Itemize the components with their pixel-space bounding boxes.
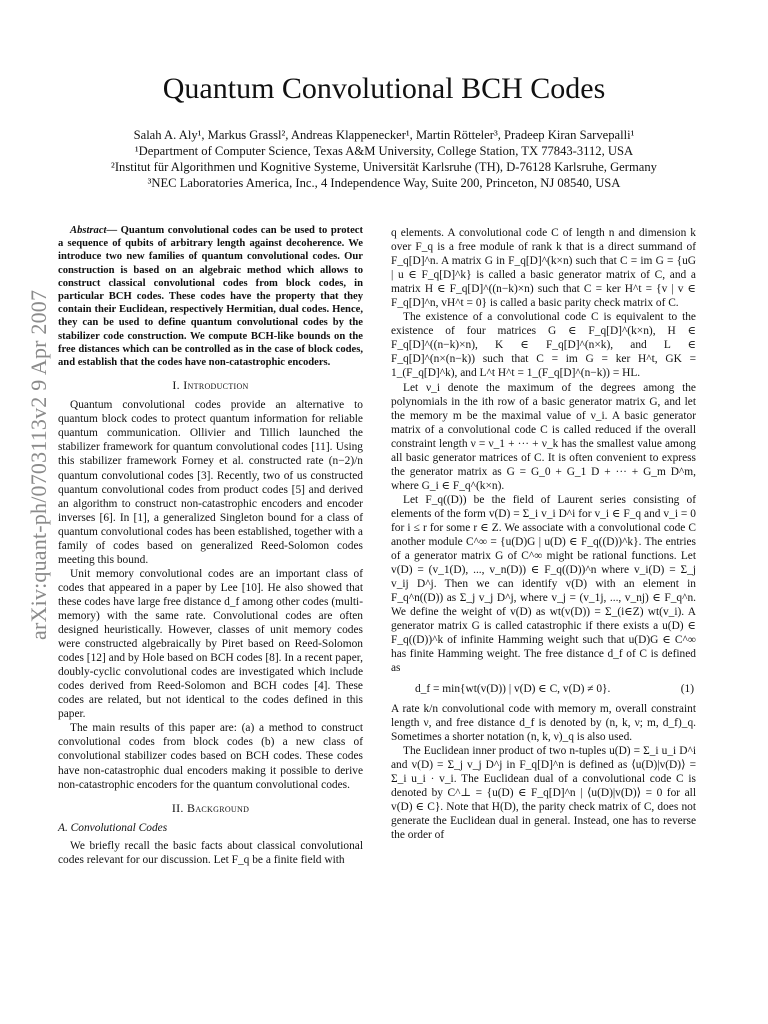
background-paragraph-6: A rate k/n convolutional code with memory m, overall constraint length ν, and free distance d_f is denoted by (n, k, ν; m, d_f)_q. Sometimes a shorter notation (n, k, ν)_q is also used. <box>391 702 696 743</box>
background-paragraph-1: We briefly recall the basic facts about classical convolutional codes relevant for our discussion. Let F_q be a finite field with <box>58 839 363 866</box>
abstract-label: Abstract <box>70 225 107 236</box>
right-column <box>391 226 696 842</box>
background-paragraph-4: Let ν_i denote the maximum of the degrees among the polynomials in the ith row of a basic generator matrix G, and let the memory m be the maximal value of ν_i. A basic generator matrix of a convolutional code C is called reduced if the overall constraint length ν = ν_1 + ··· + ν_k has the smallest value among all basic generator matrices of C. It is often convenient to express the generator matrix as G = G_0 + G_1 D + ··· + G_m D^m, where G_i ∈ F_q^(k×n). <box>391 381 696 492</box>
left-column <box>58 224 363 867</box>
author-list: Salah A. Aly¹, Markus Grassl², Andreas Klappenecker¹, Martin Rötteler³, Pradeep Kiran Sarvepalli¹ <box>133 128 635 142</box>
affiliation-1: ¹Department of Computer Science, Texas A&M University, College Station, TX 77843-3112, USA <box>134 144 634 158</box>
abstract-body: — Quantum convolutional codes can be used to protect a sequence of qubits of arbitrary length against decoherence. We introduce two new families of quantum convolutional codes. Our construction is based on an algebraic method which allows to construct classical convolutional codes from block codes, in particular BCH codes. These codes have the property that they contain their Euclidean, respectively Hermitian, dual codes. Hence, they can be used to define quantum convolutional codes by the stabilizer code construction. We compute BCH-like bounds on the free distances which can be controlled as in the case of block codes, and establish that the codes have non-catastrophic encoders. <box>58 225 363 369</box>
background-paragraph-5: Let F_q((D)) be the field of Laurent series consisting of elements of the form v(D) = Σ_i v_i D^i for v_i ∈ F_q and v_i = 0 for i ≤ r for some r ∈ Z. We associate with a convolutional code C another module C^∞ = {u(D)G | u(D) ∈ F_q((D))^k}. The entries of a generator matrix G of C^∞ might be rational functions. Let v(D) = (v_1(D), ..., v_n(D)) ∈ F_q((D))^n where v_i(D) = Σ_j v_ij D^j. Then we can identify v(D) with an element in F_q^n((D)) as Σ_j v_j D^j, where v_j = (v_1j, ..., v_nj) ∈ F_q^n. We define the weight of v(D) as wt(v(D)) = Σ_(i∈Z) wt(v_i). A generator matrix G is called catastrophic if there exists a u(D) ∈ F_q((D))^k of infinite Hamming weight such that u(D)G ∈ C^∞ has finite Hamming weight. The free distance d_f of C is defined as <box>391 493 696 675</box>
background-paragraph-7: The Euclidean inner product of two n-tuples u(D) = Σ_i u_i D^i and v(D) = Σ_j v_j D^j in F_q[D]^n is defined as ⟨u(D)|v(D)⟩ = Σ_i u_i · v_i. The Euclidean dual of a convolutional code C is denoted by C^⊥ = {u(D) ∈ F_q[D]^n | ⟨u(D)|v(D)⟩ = 0 for all v(D) ∈ C}. Note that H(D), the parity check matrix of C, does not generate the Euclidean dual in general. Instead, one has to reverse the order of <box>391 744 696 841</box>
author-block <box>0 127 768 191</box>
subsection-heading-convolutional-codes: A. Convolutional Codes <box>58 821 168 834</box>
abstract <box>58 224 363 369</box>
background-paragraph-3: The existence of a convolutional code C is equivalent to the existence of four matrices G ∈ F_q[D]^(k×n), H ∈ F_q[D]^((n−k)×n), K ∈ F_q[D]^(n×k), and L ∈ F_q[D]^(n×(n−k)) such that C = im G = ker H^t, GK = 1_(F_q[D]^k), and L^t H^t = 1_(F_q[D]^(n−k)) = HL. <box>391 311 696 380</box>
intro-paragraph-3: The main results of this paper are: (a) a method to construct convolutional codes from block codes (b) a new class of convolutional stabilizer codes based on BCH codes. These codes have non-catastrophic dual encoders making it possible to derive non-catastrophic encoders for the quantum convolutional codes. <box>58 722 363 791</box>
intro-paragraph-2: Unit memory convolutional codes are an important class of codes that appeared in a paper by Lee [10]. He also showed that these codes have large free distance d_f among other codes (multi-memory) with the same rate. Convolutional codes are often designed heuristically. However, classes of unit memory codes were constructed algebraically by Piret based on Reed-Solomon codes [12] and by Hole based on BCH codes [8]. In a recent paper, doubly-cyclic convolutional codes are investigated which include codes derived from Reed-Solomon and BCH codes [4]. These codes are related, but not identical to the codes defined in this paper. <box>58 567 363 721</box>
section-heading-background: II. Background <box>171 800 250 815</box>
equation-1-number: (1) <box>680 682 694 695</box>
equation-1 <box>391 682 696 696</box>
equation-1-body: d_f = min{wt(v(D)) | v(D) ∈ C, v(D) ≠ 0}. <box>415 682 611 695</box>
paper-title: Quantum Convolutional BCH Codes <box>162 72 606 105</box>
background-paragraph-2: q elements. A convolutional code C of length n and dimension k over F_q is a free module of rank k that is a direct summand of F_q[D]^n. A matrix G in F_q[D]^(k×n) such that C = im G = {uG | u ∈ F_q[D]^k} is called a basic generator matrix of C, and a matrix H ∈ F_q[D]^((n−k)×n) such that C = ker H^t = {v | v ∈ F_q[D]^n, vH^t = 0} is called a basic parity check matrix of C. <box>391 227 696 310</box>
intro-paragraph-1: Quantum convolutional codes provide an alternative to quantum block codes to protect quantum information for reliable quantum communication. Ollivier and Tillich launched the stabilizer framework for quantum convolutional codes [11]. Using this stabilizer framework Forney et al. constructed rate (n−2)/n quantum convolutional codes [3]. Recently, two of us constructed quantum convolutional codes from product codes [5] and derived an algorithm to construct non-catastrophic encoders and encoder inverses [6]. In [1], a generalized Singleton bound for a class of quantum convolutional codes has been established, together with a family of codes based on generalized Reed-Solomon codes meeting this bound. <box>58 399 363 566</box>
section-heading-introduction: I. Introduction <box>172 378 249 393</box>
arxiv-identifier: arXiv:quant-ph/0703113v2 9 Apr 2007 <box>26 289 51 640</box>
affiliation-2: ²Institut für Algorithmen und Kognitive Systeme, Universität Karlsruhe (TH), D-76128 Karlsruhe, Germany <box>111 160 657 174</box>
affiliation-3: ³NEC Laboratories America, Inc., 4 Independence Way, Suite 200, Princeton, NJ 08540, USA <box>147 176 621 190</box>
